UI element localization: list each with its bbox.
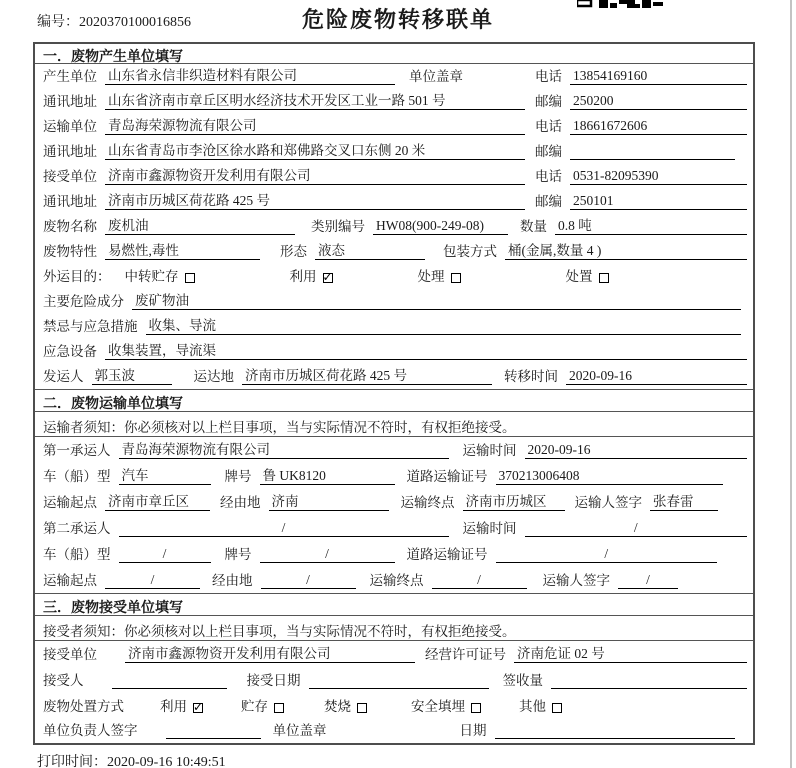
row-waste-character [35,239,753,264]
second-origin-value: / [105,572,200,589]
option-label: 利用 [160,699,187,714]
received-amount-value [551,673,747,689]
form-state-label: 形态 [280,244,307,259]
responsible-signature-label: 单位负责人签字 [43,723,138,738]
row-producer-address [35,89,753,114]
first-transport-time-value: 2020-09-16 [525,442,748,459]
print-time [37,751,226,768]
producer-address-value: 山东省济南市章丘区明水经济技术开发区工业一路 501 号 [105,89,525,110]
row-first-vehicle [35,463,753,489]
option-label: 其他 [519,699,546,714]
zip-label: 邮编 [535,194,562,209]
print-time-label: 打印时间： [37,755,107,768]
taboo-measures-label: 禁忌与应急措施 [43,319,138,334]
category-code-value: HW08(900-249-08) [373,218,508,235]
purpose-option-treat [418,265,461,285]
section2-heading: 二．废物运输单位填写 [35,389,753,412]
row-first-carrier [35,437,753,463]
via-label: 经由地 [220,495,261,510]
transport-origin-label: 运输起点 [43,573,97,588]
second-carrier-value: / [119,520,449,537]
row-first-route [35,489,753,515]
receiver-unit-label: 接受单位 [43,169,97,184]
row-second-route [35,567,753,593]
checkbox-disposal-other [552,703,562,713]
via-label: 经由地 [212,573,253,588]
transport-zip-value [570,144,735,160]
row-recipient [35,667,753,693]
hazard-components-value: 废矿物油 [132,289,741,310]
destination-label: 运达地 [193,369,234,384]
packing-label: 包装方式 [443,244,497,259]
plate-number-label: 牌号 [224,547,252,562]
option-label: 处置 [565,269,593,284]
shipper-value: 郭玉波 [92,364,172,385]
transfer-time-value: 2020-09-16 [566,368,747,385]
receiver-zip-value: 250101 [570,193,747,210]
first-signature-value: 张春雷 [650,490,718,511]
checkbox-disposal-utilize [193,703,203,713]
page-edge-divider [790,0,792,768]
road-permit-label: 道路运输证号 [406,469,488,484]
emergency-equipment-label: 应急设备 [43,344,97,359]
second-carrier-label: 第二承运人 [43,521,111,536]
option-label: 利用 [289,269,317,284]
recipient-label: 接受人 [43,673,84,688]
second-end-value: / [432,572,527,589]
date-value [495,723,736,739]
waste-name-value: 废机油 [105,214,295,235]
checkbox-disposal-landfill [471,703,481,713]
row-hazard-components [35,289,753,314]
phone-label: 电话 [535,169,562,184]
unit-seal-label: 单位盖章 [272,723,327,738]
option-label: 焚烧 [324,699,351,714]
emergency-equipment-value: 收集装置，导流渠 [105,339,747,360]
producer-unit-label: 产生单位 [43,69,97,84]
producer-phone-value: 13854169160 [570,68,747,85]
section1-heading: 一．废物产生单位填写 [35,44,753,64]
taboo-measures-value: 收集、导流 [146,314,742,335]
first-carrier-label: 第一承运人 [43,443,111,458]
second-signature-value: / [618,572,678,589]
second-vehicle-type-value: / [119,546,211,563]
transport-time-label: 运输时间 [462,443,517,458]
business-license-label: 经营许可证号 [425,647,506,662]
qr-code-icon [577,0,663,8]
row-waste-name [35,214,753,239]
plate-number-label: 牌号 [224,469,252,484]
checkbox-dispose [599,273,609,283]
transporter-notice: 运输者须知：你必须核对以上栏目事项，当与实际情况不符时，有权拒绝接受。 [35,412,753,437]
transporter-signature-label: 运输人签字 [574,495,642,510]
checkbox-disposal-incinerate [357,703,367,713]
disposal-option-utilize [160,695,203,715]
zip-label: 邮编 [535,94,562,109]
purpose-option-transit-storage [125,265,195,285]
disposal-option-storage [241,695,284,715]
received-amount-label: 签收量 [502,673,543,688]
row-shipper [35,364,753,389]
producer-unit-value: 山东省永信非织造材料有限公司 [105,64,395,85]
option-label: 安全填埋 [411,699,465,714]
transport-unit-label: 运输单位 [43,119,97,134]
first-vehicle-type-value: 汽车 [119,464,211,485]
address-label: 通讯地址 [43,144,97,159]
accept-unit-label: 接受单位 [43,647,97,662]
option-label: 中转贮存 [124,269,179,284]
row-second-carrier [35,515,753,541]
phone-label: 电话 [535,69,562,84]
transport-origin-label: 运输起点 [43,495,97,510]
transport-address-value: 山东省青岛市李沧区徐水路和郑佛路交叉口东侧 20 米 [105,139,525,160]
disposal-option-landfill [411,695,481,715]
date-label: 日期 [459,723,487,738]
second-via-value: / [261,572,356,589]
first-carrier-value: 青岛海荣源物流有限公司 [119,438,449,459]
producer-zip-value: 250200 [570,93,747,110]
second-plate-number-value: / [260,546,395,563]
purpose-option-dispose [566,265,609,285]
row-responsible-signature [35,719,753,743]
business-license-value: 济南危证 02 号 [514,642,747,663]
quantity-label: 数量 [520,219,547,234]
option-label: 贮存 [241,699,268,714]
disposal-option-other [519,695,562,715]
row-transport-address [35,139,753,164]
accept-date-value [309,673,489,689]
phone-label: 电话 [535,119,562,134]
receiver-address-value: 济南市历城区荷花路 425 号 [105,189,525,210]
row-receiver-unit [35,164,753,189]
second-transport-time-value: / [525,520,748,537]
transport-phone-value: 18661672606 [570,118,747,135]
row-accept-unit [35,641,753,667]
transfer-purpose-label: 外运目的： [43,269,111,284]
first-plate-number-value: 鲁 UK8120 [260,464,395,485]
road-permit-label: 道路运输证号 [406,547,488,562]
recipient-value [112,673,227,689]
transport-end-label: 运输终点 [400,495,455,510]
receiver-notice: 接受者须知：你必须核对以上栏目事项，当与实际情况不符时，有权拒绝接受。 [35,616,753,641]
checkbox-treat [451,273,461,283]
first-origin-value: 济南市章丘区 [105,490,210,511]
accept-unit-value: 济南市鑫源物资开发利用有限公司 [125,642,415,663]
row-receiver-address [35,189,753,214]
row-producer-unit [35,64,753,89]
checkbox-transit-storage [185,273,195,283]
accept-date-label: 接受日期 [246,673,301,688]
transport-time-label: 运输时间 [462,521,517,536]
transport-end-label: 运输终点 [369,573,424,588]
first-end-value: 济南市历城区 [463,490,565,511]
first-road-permit-value: 370213006408 [496,468,724,485]
hazard-components-label: 主要危险成分 [43,294,124,309]
zip-label: 邮编 [535,144,562,159]
destination-value: 济南市历城区荷花路 425 号 [242,364,492,385]
transfer-form-table [33,42,755,745]
address-label: 通讯地址 [43,94,97,109]
option-label: 处理 [417,269,445,284]
first-via-value: 济南 [269,490,389,511]
row-transfer-purpose [35,264,753,289]
print-time-value: 2020-09-16 10:49:51 [107,755,226,768]
vehicle-type-label: 车（船）型 [43,469,111,484]
row-transport-unit [35,114,753,139]
category-code-label: 类别编号 [311,219,365,234]
receiver-phone-value: 0531-82095390 [570,168,747,185]
row-second-vehicle [35,541,753,567]
section3-heading: 三．废物接受单位填写 [35,593,753,616]
checkbox-utilize [323,273,333,283]
serial-label: 编号： [37,15,79,30]
responsible-signature-value [166,723,261,739]
row-emergency-equipment [35,339,753,364]
quantity-value: 0.8 吨 [555,214,747,235]
row-taboo-measures [35,314,753,339]
packing-value: 桶(金属,数量 4 ) [505,239,747,260]
shipper-label: 发运人 [43,369,84,384]
disposal-option-incinerate [324,695,367,715]
serial-value: 2020370100016856 [79,15,191,30]
second-road-permit-value: / [496,546,718,563]
disposal-method-label: 废物处置方式 [43,699,124,714]
purpose-option-utilize [290,265,333,285]
page-title: 危险废物转移联单 [301,7,494,32]
transport-unit-value: 青岛海荣源物流有限公司 [105,114,525,135]
transporter-signature-label: 运输人签字 [542,573,610,588]
waste-character-value: 易燃性,毒性 [105,239,260,260]
checkbox-disposal-storage [274,703,284,713]
waste-character-label: 废物特性 [43,244,97,259]
unit-seal-label: 单位盖章 [409,69,463,84]
row-disposal-method [35,693,753,719]
receiver-unit-value: 济南市鑫源物资开发利用有限公司 [105,164,525,185]
transfer-time-label: 转移时间 [504,369,558,384]
form-state-value: 液态 [315,239,425,260]
waste-name-label: 废物名称 [43,219,97,234]
address-label: 通讯地址 [43,194,97,209]
vehicle-type-label: 车（船）型 [43,547,111,562]
